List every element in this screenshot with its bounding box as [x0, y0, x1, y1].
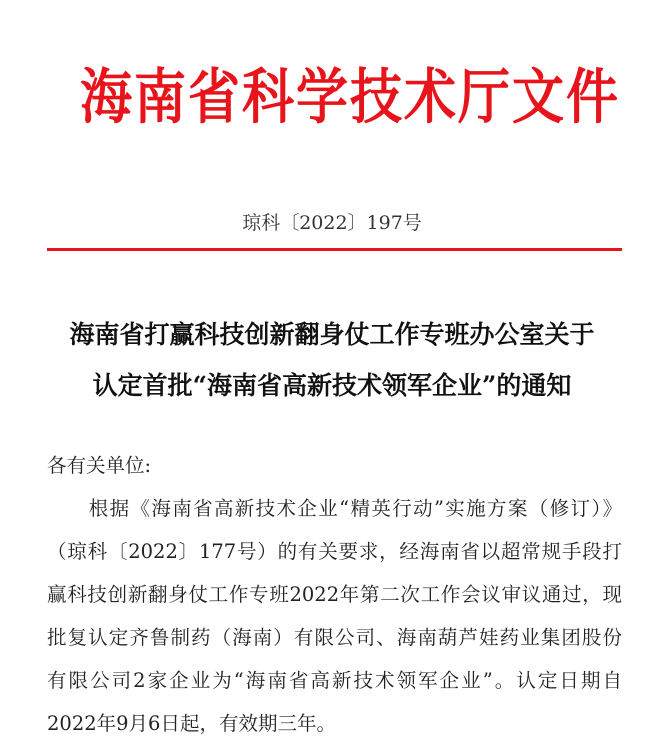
body-line: （琼科〔2022〕177号）的有关要求，经海南省以超常规手段打: [47, 540, 622, 563]
red-divider: [47, 248, 622, 251]
body-line: 有限公司2家企业为“海南省高新技术领军企业”。认定日期自: [47, 669, 622, 692]
document-masthead: 海南省科学技术厅文件: [80, 63, 621, 133]
document-title-line-1: 海南省打赢科技创新翻身仗工作专班办公室关于: [69, 320, 595, 349]
body-line: 2022年9月6日起，有效期三年。: [47, 712, 336, 735]
body-line: 赢科技创新翻身仗工作专班2022年第二次工作会议审议通过，现: [47, 583, 622, 606]
salutation: 各有关单位:: [47, 454, 152, 477]
document-number: 琼科〔2022〕197号: [242, 212, 422, 234]
document-title-line-2: 认定首批“海南省高新技术领军企业”的通知: [92, 371, 572, 400]
body-line: 根据《海南省高新技术企业“精英行动”实施方案（修订）》: [47, 497, 622, 520]
body-line: 批复认定齐鲁制药（海南）有限公司、海南葫芦娃药业集团股份: [47, 626, 622, 649]
